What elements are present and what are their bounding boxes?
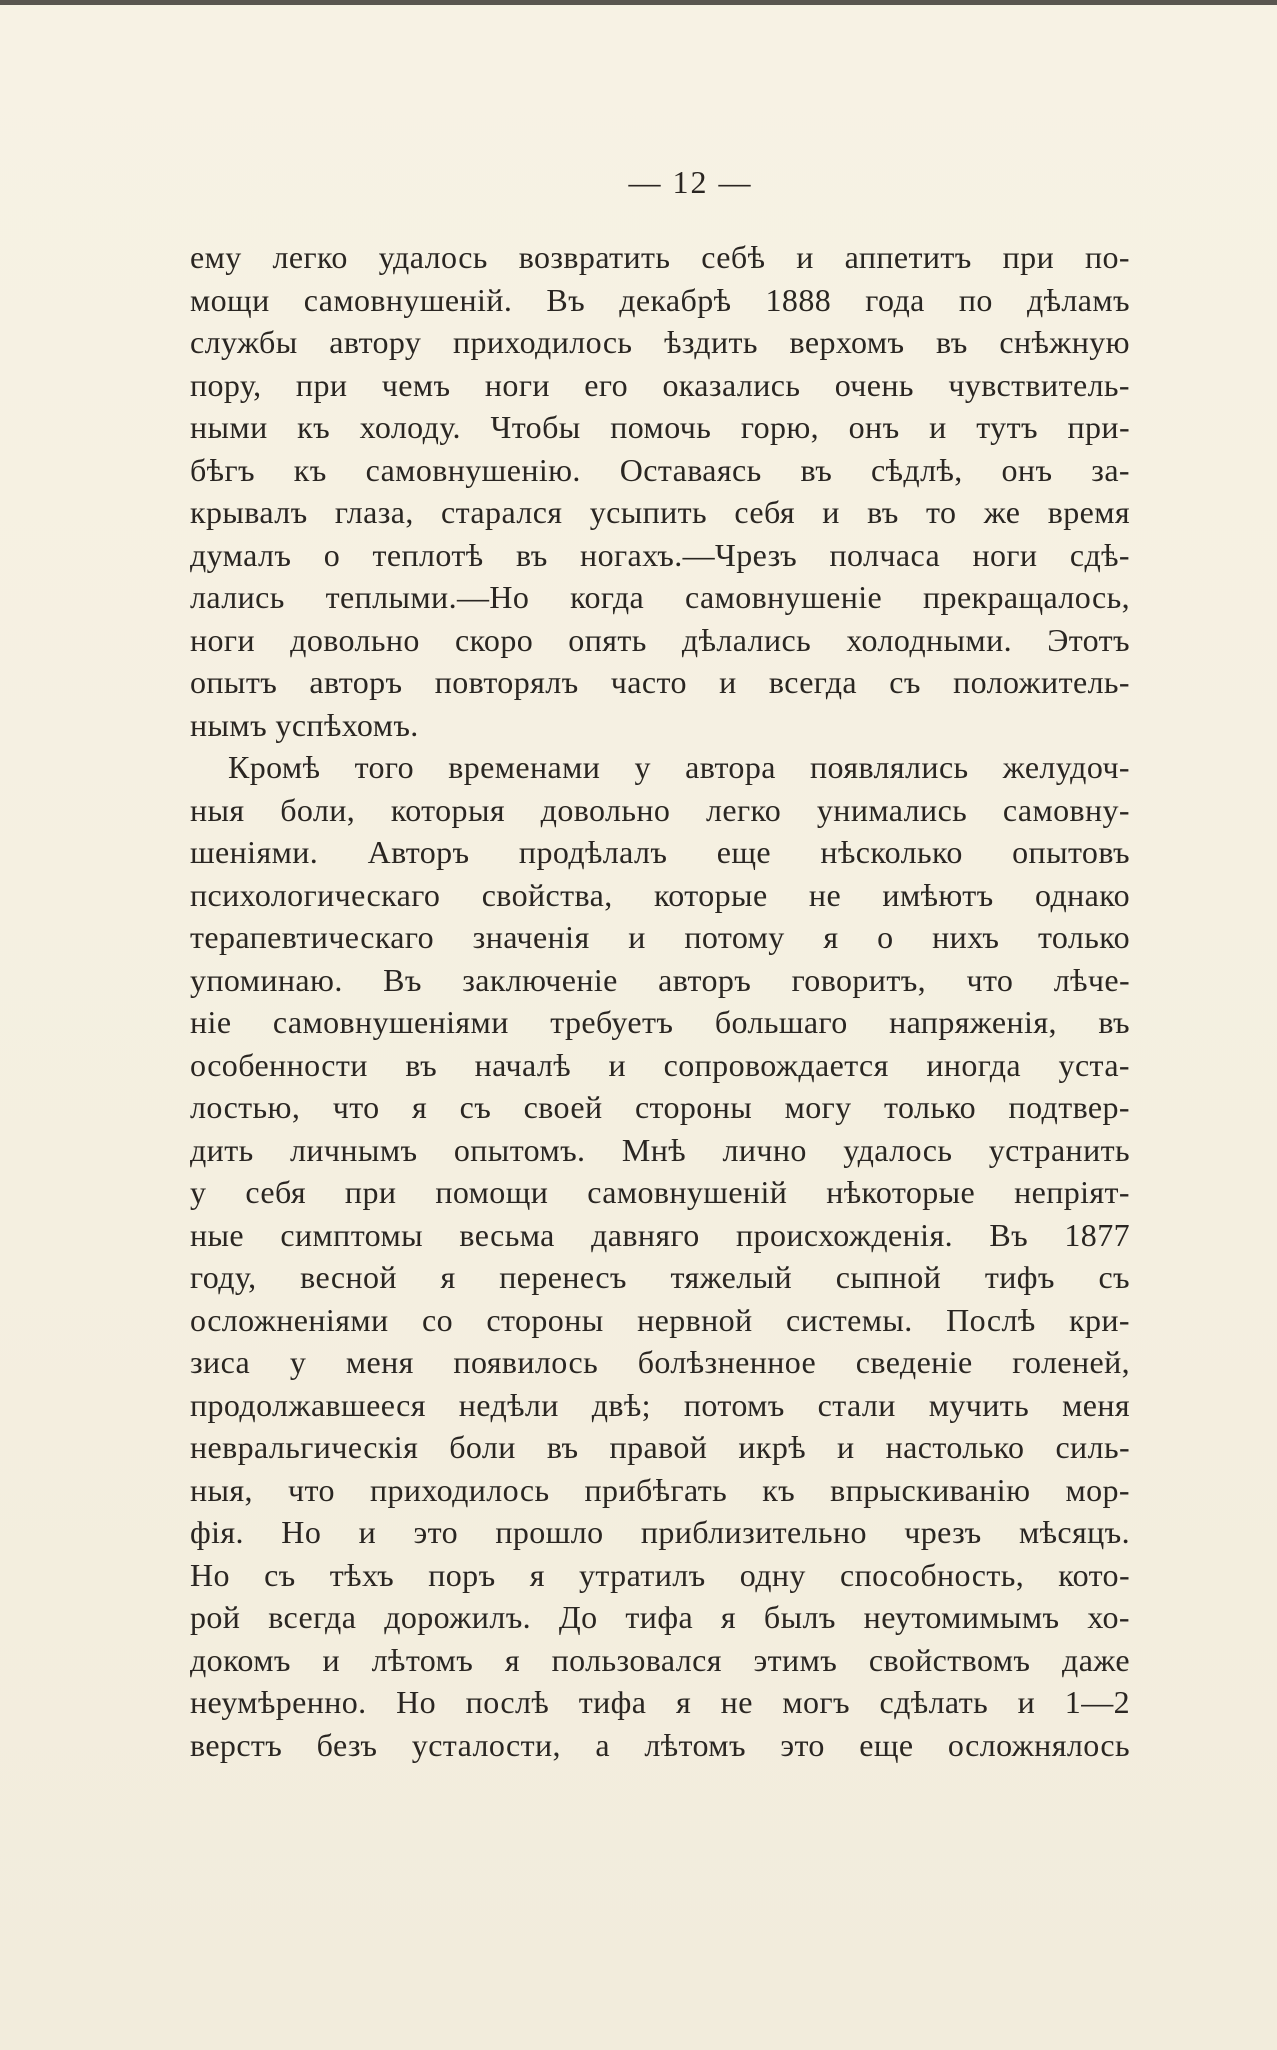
text-line: упоминаю. Въ заключеніе авторъ говоритъ, что лѣче- — [190, 961, 1130, 998]
text-line: крывалъ глаза, старался усыпить себя и въ то же время — [190, 494, 1130, 530]
text-line: осложненіями со стороны нервной системы. Послѣ кри- — [190, 1301, 1130, 1338]
text-line: ными къ холоду. Чтобы помочь горю, онъ и тутъ при- — [190, 409, 1130, 445]
text-line: опытъ авторъ повторялъ часто и всегда съ положитель- — [190, 664, 1130, 700]
paragraph-end-line: нымъ успѣхомъ. — [190, 706, 419, 743]
text-line: бѣгъ къ самовнушенію. Оставаясь въ сѣдлѣ, онъ за- — [190, 451, 1130, 488]
text-line: зиса у меня появилось болѣзненное сведеніе голеней, — [190, 1344, 1130, 1380]
page-number: — 12 — — [628, 164, 753, 200]
text-line: лостью, что я съ своей стороны могу только подтвер- — [190, 1089, 1130, 1125]
text-line: дить личнымъ опытомъ. Мнѣ лично удалось устранить — [190, 1131, 1130, 1168]
text-line: ныя боли, которыя довольно легко унимались самовну- — [190, 791, 1130, 828]
body-text — [190, 236, 1130, 1766]
text-line: верстъ безъ усталости, а лѣтомъ это еще осложнялось — [190, 1726, 1130, 1763]
text-line: неумѣренно. Но послѣ тифа я не могъ сдѣлать и 1—2 — [190, 1684, 1130, 1720]
text-line: терапевтическаго значенія и потому я о нихъ только — [190, 919, 1130, 955]
text-line: службы автору приходилось ѣздить верхомъ въ снѣжную — [190, 324, 1130, 360]
text-line: невральгическія боли въ правой икрѣ и настолько силь- — [190, 1429, 1130, 1465]
text-line: ему легко удалось возвратить себѣ и аппетитъ при по- — [190, 239, 1130, 275]
text-line: продолжавшееся недѣли двѣ; потомъ стали мучить меня — [190, 1386, 1130, 1423]
text-line: думалъ о теплотѣ въ ногахъ.—Чрезъ полчаса ноги сдѣ- — [190, 536, 1130, 573]
text-line: ніе самовнушеніями требуетъ большаго напряженія, въ — [190, 1004, 1130, 1040]
text-line: у себя при помощи самовнушеній нѣкоторые непріят- — [190, 1174, 1130, 1210]
text-line: ныя, что приходилось прибѣгать къ впрыскиванію мор- — [190, 1471, 1130, 1508]
text-line: лались теплыми.—Но когда самовнушеніе прекращалось, — [190, 579, 1130, 615]
text-line: ноги довольно скоро опять дѣлались холодными. Этотъ — [190, 621, 1130, 658]
text-line: рой всегда дорожилъ. До тифа я былъ неутомимымъ хо- — [190, 1599, 1130, 1635]
text-line: докомъ и лѣтомъ я пользовался этимъ свойствомъ даже — [190, 1641, 1130, 1678]
text-line: Но съ тѣхъ поръ я утратилъ одну способность, кото- — [190, 1556, 1130, 1593]
text-line: фія. Но и это прошло приблизительно чрезъ мѣсяцъ. — [190, 1514, 1130, 1550]
text-line: мощи самовнушеній. Въ декабрѣ 1888 года по дѣламъ — [190, 281, 1130, 318]
text-line: пору, при чемъ ноги его оказались очень чувствитель- — [190, 366, 1130, 403]
text-line: шеніями. Авторъ продѣлалъ еще нѣсколько опытовъ — [190, 834, 1130, 870]
text-line: ные симптомы весьма давняго происхожденія. Въ 1877 — [190, 1216, 1130, 1253]
paragraph-start-line: Кромѣ того временами у автора появлялись желудоч- — [228, 749, 1130, 785]
top-edge-rule — [0, 0, 1277, 5]
text-line: особенности въ началѣ и сопровождается иногда уста- — [190, 1046, 1130, 1083]
text-line: психологическаго свойства, которые не имѣютъ однако — [190, 876, 1130, 913]
text-line: году, весной я перенесъ тяжелый сыпной тифъ съ — [190, 1259, 1130, 1295]
